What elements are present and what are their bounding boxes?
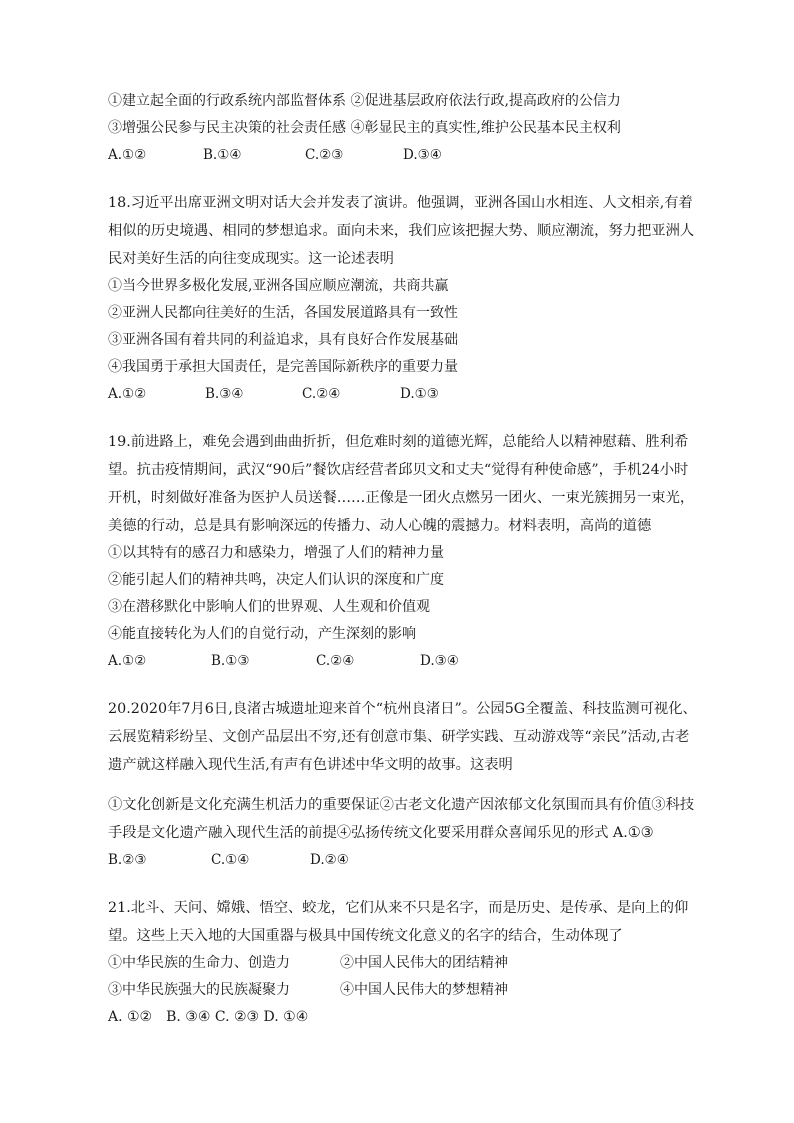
- question-21: [108, 894, 698, 1031]
- q18-options: [108, 381, 698, 408]
- question-19: [108, 428, 698, 675]
- q21-item-row-1: [108, 950, 698, 977]
- q21-stem: 21.北斗、天问、嫦娥、悟空、蛟龙，它们从来不只是名字，而是历史、是传承、是向上的仰望。这些上天入地的大国重器与极具中国传统文化意义的名字的结合，生动体现了: [108, 900, 689, 944]
- q18-item-3: ③亚洲各国有着共同的利益追求，具有良好合作发展基础: [108, 332, 458, 348]
- q17-options: [108, 142, 698, 169]
- q17-option-d[interactable]: D.③④: [403, 147, 442, 163]
- q21-item-2: ②中国人民伟大的团结精神: [340, 955, 508, 971]
- q19-stem: 19.前进路上，难免会遇到曲曲折折，但危难时刻的道德光辉，总能给人以精神慰藉、胜利希望。抗击疫情期间，武汉“90后”餐饮店经营者邱贝文和丈夫“觉得有种使命感”，手机24小时开机，时刻做好准备为医护人员送餐……正像是一团火点燃另一团火、一束光簇拥另一束光，美德的行动，总是具有影响深远的传播力、动人心魄的震撼力。材料表明，高尚的道德: [108, 434, 695, 534]
- q19-item-3: ③在潜移默化中影响人们的世界观、人生观和价值观: [108, 599, 430, 615]
- q18-item-1: ①当今世界多极化发展,亚洲各国应顺应潮流，共商共赢: [108, 278, 449, 294]
- question-20: [108, 695, 698, 874]
- q20-items-paragraph: ①文化创新是文化充满生机活力的重要保证②古老文化遗产因浓郁文化氛围而具有价值③科技手段是文化遗产融入现代生活的前提④弘扬传统文化要采用群众喜闻乐见的形式 A.①③: [108, 797, 695, 841]
- q18-option-c[interactable]: C.②④: [302, 386, 341, 402]
- q18-stem: 18.习近平出席亚洲文明对话大会并发表了演讲。他强调，亚洲各国山水相连、人文相亲,有着相似的历史境遇、相同的梦想追求。面向未来，我们应该把握大势、顺应潮流，努力把亚洲人民对美好生活的向往变成现实。这一论述表明: [108, 195, 695, 267]
- q18-item-4: ④我国勇于承担大国责任，是完善国际新秩序的重要力量: [108, 359, 458, 375]
- q20-option-b[interactable]: B.②③: [108, 852, 147, 868]
- q18-option-a[interactable]: A.①②: [108, 386, 147, 402]
- q21-options[interactable]: A. ①② B. ③④ C. ②③ D. ①④: [108, 1009, 309, 1025]
- q19-option-d[interactable]: D.③④: [420, 653, 459, 669]
- q20-option-d[interactable]: D.②④: [310, 852, 349, 868]
- q21-item-1: ①中华民族的生命力、创造力: [108, 955, 290, 971]
- question-18: [108, 189, 698, 408]
- q20-stem: 20.2020年7月6日,良渚古城遗址迎来首个“杭州良渚日”。公园5G全覆盖、科技监测可视化、云展览精彩纷呈、文创产品层出不穷,还有创意市集、研学实践、互动游戏等“亲民”活动,古老遗产就这样融入现代生活,有声有色讲述中华文明的故事。这表明: [108, 701, 697, 773]
- q19-options: [108, 648, 698, 675]
- question-17: [108, 88, 698, 169]
- q21-item-3: ③中华民族强大的民族凝聚力: [108, 982, 290, 998]
- q17-option-b[interactable]: B.①④: [203, 147, 242, 163]
- q19-item-2: ②能引起人们的精神共鸣，决定人们认识的深度和广度: [108, 572, 444, 588]
- q17-option-c[interactable]: C.②③: [305, 147, 344, 163]
- q19-item-1: ①以其特有的感召力和感染力，增强了人们的精神力量: [108, 545, 444, 561]
- q18-item-2: ②亚洲人民都向往美好的生活，各国发展道路具有一致性: [108, 305, 458, 321]
- q19-option-c[interactable]: C.②④: [316, 653, 355, 669]
- q17-option-a[interactable]: A.①②: [108, 147, 147, 163]
- q18-option-b[interactable]: B.③④: [205, 386, 244, 402]
- q20-option-c[interactable]: C.①④: [211, 852, 250, 868]
- q18-option-d[interactable]: D.①③: [400, 386, 439, 402]
- q17-item-row-2: ③增强公民参与民主决策的社会责任感 ④彰显民主的真实性,维护公民基本民主权利: [108, 120, 621, 136]
- q21-item-4: ④中国人民伟大的梦想精神: [340, 982, 508, 998]
- q21-item-row-2: [108, 977, 698, 1004]
- exam-page: [108, 88, 698, 1031]
- q19-item-4: ④能直接转化为人们的自觉行动，产生深刻的影响: [108, 626, 416, 642]
- q20-options: [108, 847, 698, 874]
- q19-option-b[interactable]: B.①③: [211, 653, 250, 669]
- q17-item-row-1: ①建立起全面的行政系统内部监督体系 ②促进基层政府依法行政,提高政府的公信力: [108, 93, 621, 109]
- q19-option-a[interactable]: A.①②: [108, 653, 147, 669]
